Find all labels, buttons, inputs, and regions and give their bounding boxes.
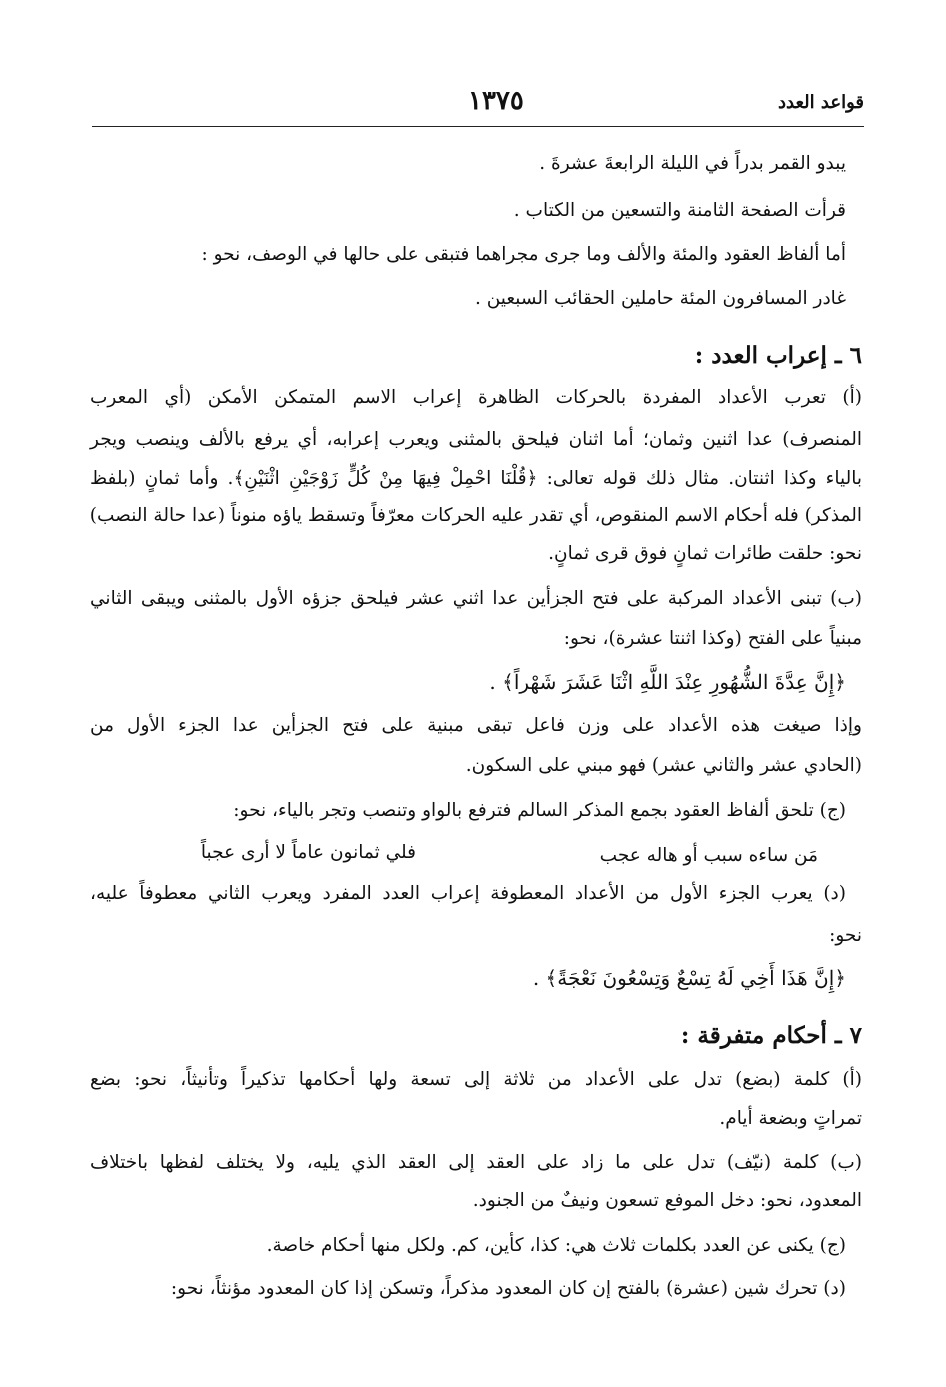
- paragraph-line: (ب) كلمة (نيّف) تدل على ما زاد على العقد إلى العقد الذي يليه، ولا يختلف لفظها باختلاف: [90, 1152, 862, 1173]
- quran-verse: ﴿إِنَّ هَذَا أَخِي لَهُ تِسْعٌ وَتِسْعُونَ نَعْجَةً﴾ .: [532, 966, 846, 990]
- section-heading: ٧ ـ أحكام متفرقة :: [680, 1022, 862, 1049]
- header-rule: [92, 126, 864, 127]
- paragraph-line: (ج) يكنى عن العدد بكلمات ثلاث هي: كذا، كأين، كم. ولكل منها أحكام خاصة.: [266, 1235, 846, 1256]
- paragraph-line: (ج) تلحق ألفاظ العقود بجمع المذكر السالم فترفع بالواو وتنصب وتجر بالياء، نحو:: [233, 800, 846, 821]
- paragraph-line: (أ) كلمة (بضع) تدل على الأعداد من ثلاثة إلى تسعة ولها أحكامها تذكيراً وتأنيثاً، نحو: بضع: [90, 1069, 862, 1090]
- quran-verse: ﴿إِنَّ عِدَّةَ الشُّهُورِ عِنْدَ اللَّهِ اثْنَا عَشَرَ شَهْراً﴾ .: [489, 670, 846, 694]
- paragraph-line: (أ) تعرب الأعداد المفردة بالحركات الظاهرة إعراب الاسم المتمكن الأمكن (أي المعرب: [90, 387, 862, 408]
- paragraph-line: المذكر) فله أحكام الاسم المنقوص، أي تقدر عليه الحركات معرّفاً وتسقط ياؤه منوناً (عدا حالة النصب): [89, 505, 862, 526]
- paragraph-line: مبنياً على الفتح (وكذا اثنتا عشرة)، نحو:: [563, 628, 862, 649]
- section-heading: ٦ ـ إعراب العدد :: [694, 342, 862, 369]
- poem-second-hemistich: فلي ثمانون عاماً لا أرى عجباً: [200, 842, 416, 863]
- example-line: يبدو القمر بدراً في الليلة الرابعةَ عشرةَ .: [539, 153, 846, 174]
- paragraph-line: (الحادي عشر والثاني عشر) فهو مبني على السكون.: [465, 755, 862, 776]
- paragraph-line: (ب) تبنى الأعداد المركبة على فتح الجزأين عدا اثني عشر فيلحق جزؤه الأول بالمثنى ويبقى الثاني: [90, 588, 862, 609]
- paragraph-line: تمراتٍ وبضعة أيام.: [719, 1108, 862, 1129]
- paragraph-line: نحو:: [829, 925, 862, 946]
- paragraph-line: (د) تحرك شين (عشرة) بالفتح إن كان المعدود مذكراً، وتسكن إذا كان المعدود مؤنثاً، نحو:: [170, 1278, 846, 1299]
- example-line: غادر المسافرون المئة حاملين الحقائب السبعين .: [474, 288, 846, 309]
- paragraph-line: (د) يعرب الجزء الأول من الأعداد المعطوفة إعراب العدد المفرد ويعرب الثاني معطوفاً عليه،: [90, 883, 846, 904]
- paragraph-line: وإذا صيغت هذه الأعداد على وزن فاعل تبقى مبنية على فتح الجزأين عدا الجزء الأول من: [90, 715, 862, 736]
- paragraph-line: أما ألفاظ العقود والمئة والألف وما جرى مجراهما فتبقى على حالها في الوصف، نحو :: [201, 244, 846, 265]
- paragraph-line: بالياء وكذا اثنتان. مثال ذلك قوله تعالى: ﴿قُلْنَا احْمِلْ فِيهَا مِنْ كُلٍّ زَوْجَيْنِ اثْنَيْنِ﴾. وأما ثمانٍ (بلفظ: [90, 468, 862, 489]
- paragraph-line: المنصرف) عدا اثنين وثمان؛ أما اثنان فيلحق بالمثنى ويعرب إعرابه، أي يرفع بالألف وينصب ويجر: [90, 429, 862, 450]
- page-number: ١٣٧٥: [468, 86, 524, 116]
- running-header: [92, 86, 864, 122]
- paragraph-line: المعدود، نحو: دخل الموفع تسعون ونيفٌ من الجنود.: [472, 1190, 862, 1211]
- chapter-title: قواعد العدد: [778, 92, 864, 113]
- example-line: قرأت الصفحة الثامنة والتسعين من الكتاب .: [513, 200, 846, 221]
- poem-first-hemistich: مَن ساءه سبب أو هاله عجب: [599, 845, 818, 866]
- paragraph-line: نحو: حلقت طائرات ثمانٍ فوق قرى ثمانٍ.: [548, 543, 862, 564]
